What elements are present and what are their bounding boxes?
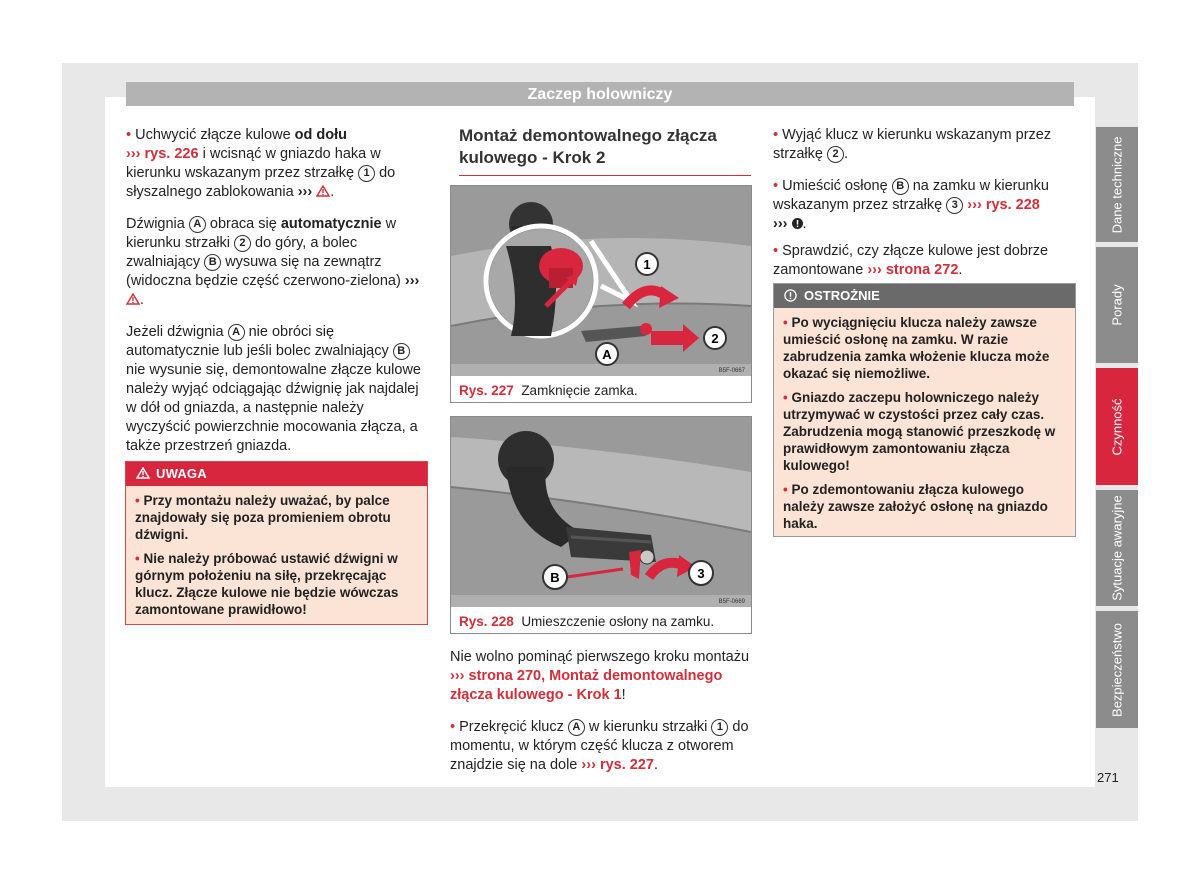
warning-item: • Nie należy próbować ustawić dźwigni w górnym położeniu na siłę, przekręcając klucz. Złącze kulowe nie będzie wówczas zamontowane prawidłowo! [135,551,399,617]
warning-header: UWAGA [126,462,427,486]
letter-marker: A [189,216,206,233]
figure-caption: Rys. 228 Umieszczenie osłony na zamku. [459,614,715,629]
callout-3: 3 [697,566,705,581]
tab-czynnosc[interactable]: Czynność [1096,368,1138,485]
section-title: Montaż demontowalnego złącza kulowego - Krok 2 [459,125,751,176]
caution-item: • Po zdemontowaniu złącza kulowego należy zawsze założyć osłonę na gniazdo haka. [783,482,1048,531]
caution-circle-icon [784,289,797,302]
paragraph-lever: Dźwignia A obraca się automatycznie w kierunku strzałki 2 do góry, a bolec zwalniający B wysuwa się na zewnątrz (widoczna będzie część czerwono-zielona) ››› . [126,216,420,308]
warning-triangle-icon [136,467,150,479]
number-marker: 1 [358,165,375,182]
page-link[interactable]: strona 272 [885,262,959,278]
callout-B: B [550,570,560,585]
letter-marker: A [568,719,585,736]
figure-link[interactable]: rys. 226 [144,146,199,162]
callout-1: 1 [643,257,651,272]
tab-dane-techniczne[interactable]: Dane techniczne [1096,127,1138,242]
paragraph-check: • Sprawdzić, czy złącze kulowe jest dobrze zamontowane ››› strona 272. [773,243,1049,278]
paragraph-step1-note: Nie wolno pominąć pierwszego kroku montażu ››› strona 270, Montaż demontowalnego złącza kulowego - Krok 1! [450,649,750,703]
paragraph-instruction: • Uchwycić złącze kulowe od dołu ››› rys. 226 i wcisnąć w gniazdo haka w kierunku wskazanym przez strzałkę 1 do słyszalnego zablokowania ››› . [126,127,396,200]
callout-2: 2 [711,331,719,346]
number-marker: 1 [711,719,728,736]
bullet: • [126,127,132,143]
figure-228 [450,416,752,634]
warning-box [125,461,428,625]
caution-item: • Gniazdo zaczepu holowniczego należy utrzymywać w czystości przez cały czas. Zabrudzenia mogą stanowić przeszkodę w prawidłowym zamontowaniu złącza kulowego! [783,390,1056,473]
figure-link[interactable]: rys. 228 [985,197,1040,213]
info-exclamation-icon [792,218,803,229]
callout-A: A [602,347,612,362]
page-number: 271 [1097,770,1119,785]
letter-marker: B [204,254,221,271]
chapter-title: Zaczep holowniczy [126,82,1074,106]
letter-marker: B [892,178,909,195]
caution-header: OSTROŻNIE [774,284,1075,308]
column-middle-text [450,648,750,788]
figure-caption: Rys. 227 Zamknięcie zamka. [459,383,638,398]
ref-arrows: ››› [126,146,141,162]
tab-sytuacje-awaryjne[interactable]: Sytuacje awaryjne [1096,490,1138,606]
paragraph-remove-key: • Wyjąć klucz w kierunku wskazanym przez strzałkę 2 . [773,127,1052,162]
warning-item: • Przy montażu należy uważać, by palce znajdowały się poza promieniem obrotu dźwigni. [135,493,391,542]
caution-box [773,283,1076,537]
number-marker: 2 [234,235,251,252]
figure-228-illustration [451,417,751,607]
paragraph-turn-key: • Przekręcić klucz A w kierunku strzałki 1 do momentu, w którym część klucza z otworem znajdzie się na dole ››› rys. 227. [450,719,749,773]
letter-marker: A [228,324,245,341]
column-right-text [773,126,1075,293]
letter-marker: B [393,343,410,360]
figure-code: B5F-0669 [718,599,745,605]
figure-227-illustration [451,186,751,376]
tab-bezpieczenstwo[interactable]: Bezpieczeństwo [1096,611,1138,728]
page-link[interactable]: strona 270, Montaż demontowalnego złącza kulowego - Krok 1 [450,668,723,703]
figure-227 [450,185,752,403]
warning-triangle-icon [126,293,140,305]
number-marker: 2 [827,146,844,163]
tab-porady[interactable]: Porady [1096,247,1138,363]
number-marker: 3 [946,197,963,214]
paragraph-place-cover: • Umieścić osłonę B na zamku w kierunku wskazanym przez strzałkę 3 ››› rys. 228 ››› . [773,178,1049,232]
figure-link[interactable]: rys. 227 [599,757,654,773]
column-left [126,126,426,469]
figure-code: B5F-0667 [718,368,745,374]
paragraph-manual-release: Jeżeli dźwignia A nie obróci się automatycznie lub jeśli bolec zwalniający B nie wysunie się, demontowalne złącze kulowe należy wyjąć odciągając dźwignię jak najdalej w dół od gniazda, a następnie należy wyczyścić powierzchnie mocowania złącza, a także przestrzeń gniazda. [126,324,421,454]
caution-item: • Po wyciągnięciu klucza należy zawsze umieścić osłonę na zamku. W razie zabrudzenia zamka włożenie klucza może okazać się niemożliwe. [783,315,1050,381]
warning-triangle-icon [316,185,330,197]
